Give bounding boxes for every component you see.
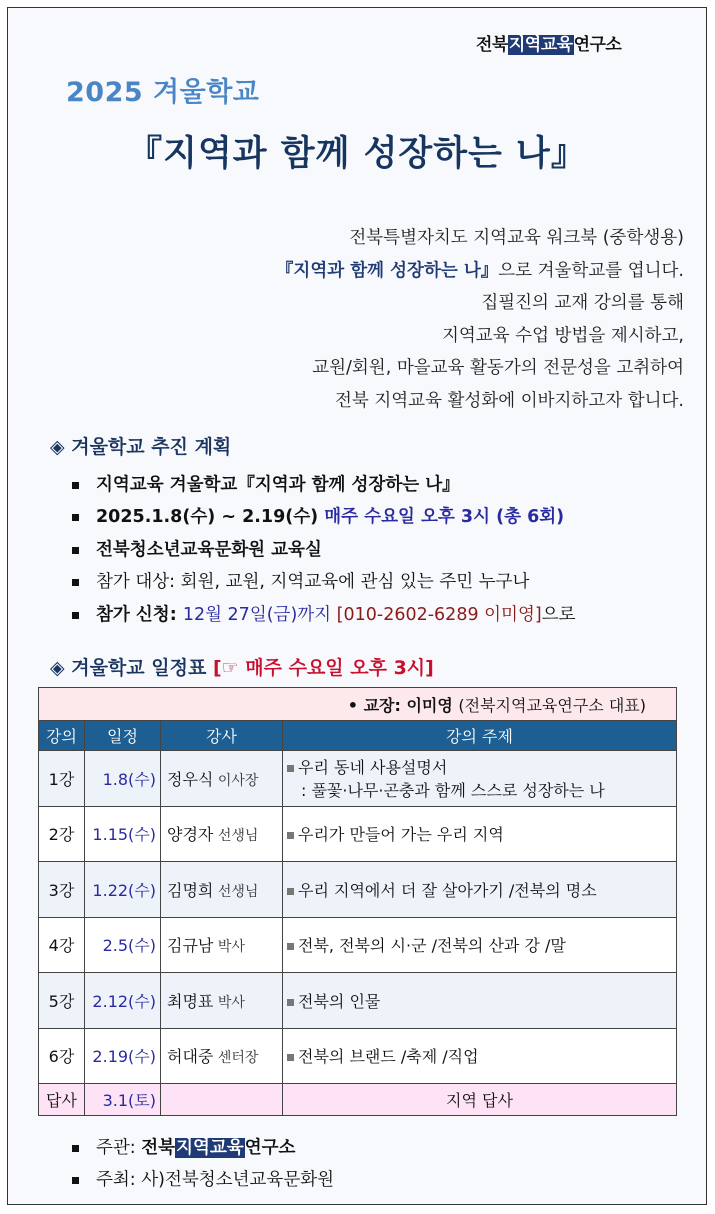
col-header-topic: 강의 주제 bbox=[283, 721, 677, 751]
schedule-heading: ◈ 겨울학교 일정표 [☞ 매주 수요일 오후 3시] bbox=[50, 657, 434, 679]
col-header-no: 강의 bbox=[39, 721, 85, 751]
flyer-page bbox=[7, 7, 707, 1205]
table-row: 5강 2.12(수) 최명표 박사 전북의 인물 bbox=[39, 973, 677, 1029]
plan-item-apply: 참가 신청: 12월 27일(금)까지 [010-2602-6289 이미영]으로 bbox=[70, 599, 576, 631]
table-row: 2강 1.15(수) 양경자 선생님 우리가 만들어 가는 우리 지역 bbox=[39, 806, 677, 862]
schedule-table bbox=[38, 687, 677, 1116]
plan-item-target: 참가 대상: 회원, 교원, 지역교육에 관심 있는 주민 누구나 bbox=[70, 566, 576, 598]
square-bullet-icon bbox=[287, 1054, 294, 1061]
table-row: 3강 1.22(수) 김명희 선생님 우리 지역에서 더 잘 살아가기 /전북의 명소 bbox=[39, 862, 677, 918]
main-title: 『지역과 함께 성장하는 나』 bbox=[127, 134, 587, 174]
plan-item-date: 2025.1.8(수) ~ 2.19(수) 매주 수요일 오후 3시 (총 6회) bbox=[70, 501, 576, 533]
square-bullet-icon bbox=[287, 832, 294, 839]
table-row: 6강 2.19(수) 허대중 센터장 전북의 브랜드 /축제 /직업 bbox=[39, 1028, 677, 1084]
year-title: 2025 겨울학교 bbox=[66, 77, 260, 108]
footer-sponsor: 주최: 사)전북청소년교육문화원 bbox=[70, 1164, 334, 1196]
table-row: 4강 2.5(수) 김규남 박사 전북, 전북의 시·군 /전북의 산과 강 /말 bbox=[39, 917, 677, 973]
org-logo-text: 전북지역교육연구소 bbox=[476, 35, 622, 55]
table-row: 1강 1.8(수) 정우식 이사장 우리 동네 사용설명서 : 풀꽃·나무·곤충과 함께 스스로 성장하는 나 bbox=[39, 751, 677, 807]
plan-list bbox=[70, 469, 576, 631]
col-header-instructor: 강사 bbox=[161, 721, 283, 751]
field-trip-row: 답사 3.1(토) 지역 답사 bbox=[39, 1084, 677, 1116]
square-bullet-icon bbox=[287, 999, 294, 1006]
plan-item-title: 지역교육 겨울학교『지역과 함께 성장하는 나』 bbox=[70, 469, 576, 501]
square-bullet-icon bbox=[287, 888, 294, 895]
square-bullet-icon bbox=[287, 943, 294, 950]
plan-heading: ◈ 겨울학교 추진 계획 bbox=[50, 436, 232, 458]
square-bullet-icon bbox=[287, 765, 294, 772]
intro-paragraph: 전북특별자치도 지역교육 워크북 (중학생용) 『지역과 함께 성장하는 나』으로 겨울학교를 엽니다. 집필진의 교재 강의를 통해 지역교육 수업 방법을 제시하고, 교원/회원, 마을교육 활동가의 전문성을 고취하여 전북 지역교육 활성화에 이바지하고자 합니다. bbox=[275, 228, 684, 411]
col-header-date: 일정 bbox=[85, 721, 161, 751]
plan-item-venue: 전북청소년교육문화원 교육실 bbox=[70, 534, 576, 566]
principal-row: • 교장: 이미영 (전북지역교육연구소 대표) bbox=[39, 688, 677, 721]
footer-host: 주관: 전북지역교육연구소 bbox=[70, 1132, 334, 1164]
table-header bbox=[39, 721, 677, 751]
footer-list bbox=[70, 1132, 334, 1196]
